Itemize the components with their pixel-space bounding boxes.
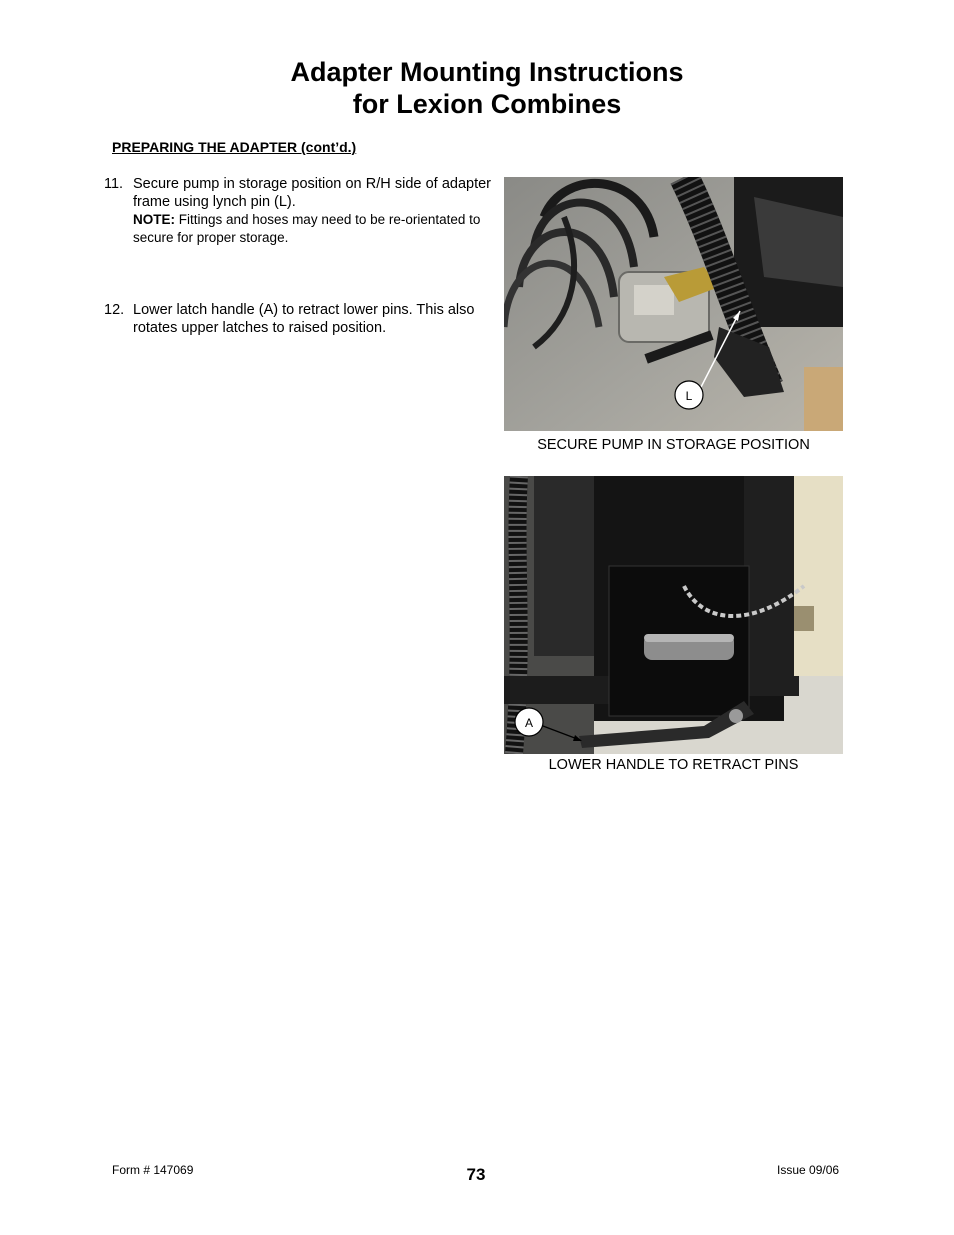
callout-l: L xyxy=(685,389,693,403)
step-text: Secure pump in storage position on R/H side of adapter frame using lynch pin (L). xyxy=(133,176,491,210)
note-label: NOTE: xyxy=(133,212,175,227)
title-line-1: Adapter Mounting Instructions xyxy=(290,57,684,87)
handle-photo-illustration xyxy=(504,476,843,754)
step-note xyxy=(133,211,491,247)
section-heading: PREPARING THE ADAPTER (cont’d.) xyxy=(112,139,357,155)
step-number: 11. xyxy=(104,176,124,192)
step-text: Lower latch handle (A) to retract lower pins. This also rotates upper latches to raised position. xyxy=(133,302,475,336)
step-number: 12. xyxy=(104,302,125,318)
footer-form-number: Form # 147069 xyxy=(112,1163,194,1177)
page-number: 73 xyxy=(466,1165,486,1184)
footer-issue: Issue 09/06 xyxy=(777,1163,840,1177)
step-11 xyxy=(104,175,491,247)
title-line-2: for Lexion Combines xyxy=(352,89,622,119)
figure-caption-pump: SECURE PUMP IN STORAGE POSITION xyxy=(537,437,810,453)
step-12 xyxy=(104,301,491,337)
figure-handle-photo xyxy=(504,476,843,754)
figure-pump-photo xyxy=(504,177,843,431)
pump-photo-illustration xyxy=(504,177,843,431)
note-text: Fittings and hoses may need to be re-orientated to secure for proper storage. xyxy=(133,212,481,245)
figure-caption-handle: LOWER HANDLE TO RETRACT PINS xyxy=(548,757,799,773)
callout-a: A xyxy=(524,716,534,730)
page-title xyxy=(0,56,954,120)
